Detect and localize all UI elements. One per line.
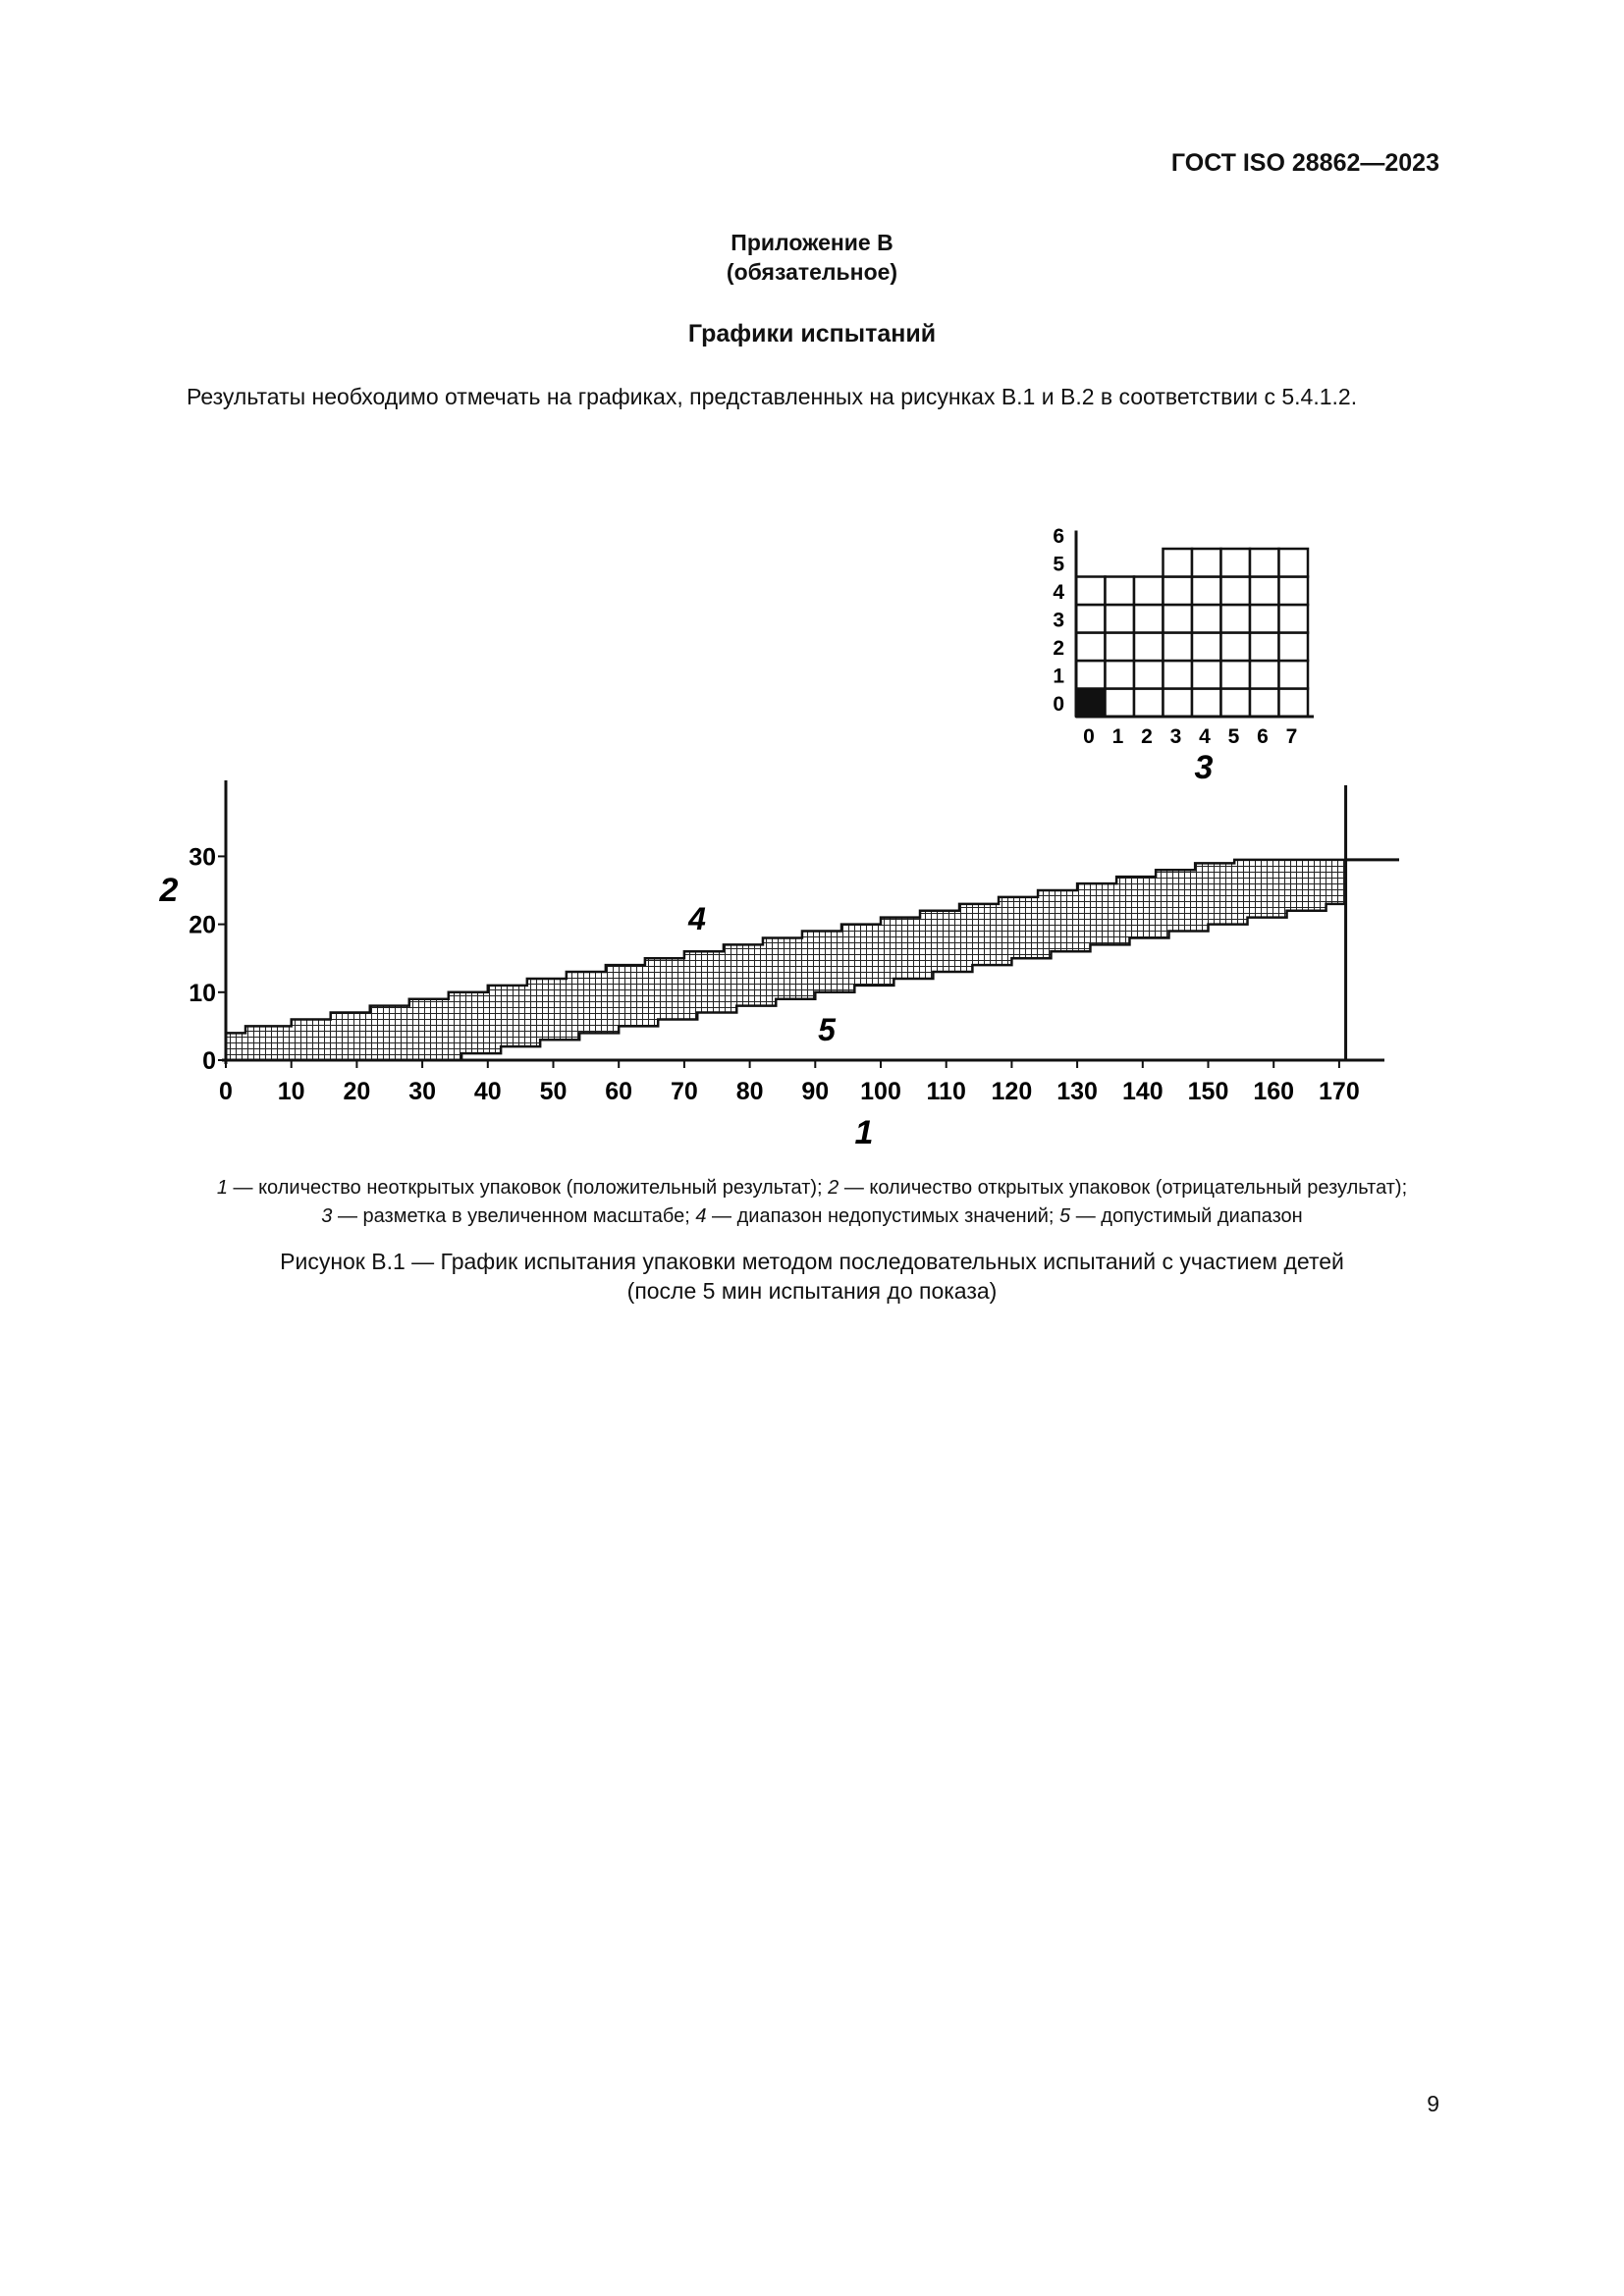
main-chart-x-ticks — [219, 1060, 1360, 1105]
grid-cell — [1279, 661, 1309, 689]
x-tick-label: 50 — [539, 1078, 568, 1105]
grid-cell — [1106, 689, 1135, 718]
x-tick-label: 20 — [343, 1078, 371, 1105]
document-header: ГОСТ ISO 28862—2023 — [1170, 149, 1439, 177]
x-tick-label: 120 — [991, 1078, 1033, 1105]
inset-y-tick-label: 4 — [1053, 581, 1064, 604]
x-tick-label: 100 — [860, 1078, 901, 1105]
grid-cell — [1250, 689, 1279, 718]
legend-num-5: 5 — [1059, 1205, 1071, 1227]
x-tick-label: 110 — [926, 1078, 966, 1105]
main-chart-y-ticks — [189, 843, 226, 1075]
inset-x-tick-label: 3 — [1169, 725, 1182, 748]
grid-cell — [1192, 577, 1221, 606]
caption-line-1: Рисунок В.1 — График испытания упаковки методом последовательных испытаний с участием детей — [280, 1249, 1344, 1274]
y-axis-callout: 2 — [159, 872, 179, 909]
legend-line-2 — [0, 1202, 1624, 1231]
inset-x-tick-label: 6 — [1257, 725, 1269, 748]
y-tick-label: 0 — [202, 1047, 216, 1075]
legend-num-4: 4 — [695, 1205, 707, 1227]
grid-cell — [1164, 689, 1193, 718]
zoom-callout: 3 — [1194, 749, 1214, 786]
grid-cell — [1221, 633, 1251, 662]
y-tick-label: 20 — [189, 911, 216, 939]
legend-text-4: — диапазон недопустимых значений; — [706, 1205, 1060, 1227]
grid-cell — [1164, 577, 1193, 606]
filled-cell — [1076, 689, 1106, 718]
grid-cell — [1106, 633, 1135, 662]
reject-region-band — [226, 860, 1346, 1060]
x-tick-label: 90 — [801, 1078, 830, 1105]
zoom-inset — [1053, 525, 1314, 786]
section-title: Графики испытаний — [687, 320, 937, 347]
grid-cell — [1279, 577, 1309, 606]
x-tick-label: 10 — [277, 1078, 305, 1105]
grid-cell — [1106, 577, 1135, 606]
x-tick-label: 70 — [670, 1078, 698, 1105]
legend-line-1 — [0, 1174, 1624, 1202]
grid-cell — [1192, 689, 1221, 718]
grid-cell — [1221, 605, 1251, 633]
inset-y-tick-label: 3 — [1053, 609, 1064, 632]
grid-cell — [1076, 661, 1106, 689]
grid-cell — [1279, 633, 1309, 662]
grid-cell — [1076, 605, 1106, 633]
y-tick-label: 10 — [189, 979, 216, 1007]
accept-region-callout: 5 — [818, 1012, 836, 1047]
grid-cell — [1134, 661, 1164, 689]
grid-cell — [1192, 633, 1221, 662]
x-tick-label: 130 — [1056, 1078, 1098, 1105]
grid-cell — [1106, 661, 1135, 689]
grid-cell — [1164, 633, 1193, 662]
x-tick-label: 60 — [605, 1078, 633, 1105]
inset-x-tick-label: 2 — [1141, 725, 1153, 748]
x-tick-label: 40 — [473, 1078, 502, 1105]
inset-x-tick-label: 7 — [1285, 725, 1298, 748]
inset-y-tick-label: 6 — [1053, 525, 1064, 548]
inset-x-tick-label: 5 — [1227, 725, 1240, 748]
grid-cell — [1164, 549, 1193, 577]
grid-cell — [1076, 577, 1106, 606]
x-tick-label: 160 — [1253, 1078, 1295, 1105]
grid-cell — [1250, 549, 1279, 577]
grid-cell — [1250, 577, 1279, 606]
grid-cell — [1164, 661, 1193, 689]
legend-num-3: 3 — [321, 1205, 333, 1227]
reject-region-callout: 4 — [688, 901, 706, 936]
inset-x-tick-label: 0 — [1083, 725, 1095, 748]
grid-cell — [1134, 633, 1164, 662]
grid-cell — [1106, 605, 1135, 633]
x-axis-callout: 1 — [854, 1114, 874, 1151]
grid-cell — [1250, 661, 1279, 689]
inset-grid — [1076, 531, 1314, 718]
x-tick-label: 30 — [408, 1078, 437, 1105]
inset-x-ticks — [1083, 725, 1297, 748]
grid-cell — [1221, 689, 1251, 718]
grid-cell — [1221, 661, 1251, 689]
grid-cell — [1164, 605, 1193, 633]
inset-y-tick-label: 1 — [1053, 665, 1064, 688]
inset-x-tick-label: 4 — [1199, 725, 1211, 748]
grid-cell — [1221, 549, 1251, 577]
x-tick-label: 150 — [1187, 1078, 1229, 1105]
grid-cell — [1279, 549, 1309, 577]
figure-caption — [0, 1247, 1624, 1306]
grid-cell — [1134, 577, 1164, 606]
legend-text-3: — разметка в увеличенном масштабе; — [332, 1205, 696, 1227]
appendix-title: Приложение В — [731, 230, 893, 255]
legend-text-1: — количество неоткрытых упаковок (положительный результат); — [227, 1177, 829, 1199]
legend-text-5: — допустимый диапазон — [1070, 1205, 1303, 1227]
inset-y-tick-label: 5 — [1053, 553, 1064, 576]
intro-paragraph: Результаты необходимо отмечать на графиках, представленных на рисунках В.1 и В.2 в соответствии с 5.4.1.2. — [187, 384, 1358, 409]
caption-line-2: (после 5 мин испытания до показа) — [626, 1278, 998, 1304]
grid-cell — [1192, 605, 1221, 633]
grid-cell — [1076, 633, 1106, 662]
x-tick-label: 140 — [1121, 1078, 1164, 1105]
grid-cell — [1279, 605, 1309, 633]
inset-x-tick-label: 1 — [1111, 725, 1124, 748]
grid-cell — [1250, 605, 1279, 633]
legend-text-2: — количество открытых упаковок (отрицательный результат); — [839, 1177, 1408, 1199]
inset-y-tick-label: 2 — [1053, 637, 1064, 660]
x-tick-label: 170 — [1319, 1078, 1360, 1105]
grid-cell — [1192, 661, 1221, 689]
figure-legend — [0, 1174, 1624, 1231]
grid-cell — [1134, 605, 1164, 633]
grid-cell — [1134, 689, 1164, 718]
inset-y-tick-label: 0 — [1053, 693, 1064, 716]
legend-num-1: 1 — [216, 1177, 228, 1199]
page-number: 9 — [1427, 2091, 1439, 2116]
main-chart — [159, 780, 1399, 1151]
x-tick-label: 0 — [219, 1078, 233, 1105]
x-tick-label: 80 — [735, 1078, 764, 1105]
y-tick-label: 30 — [189, 843, 216, 872]
inset-y-ticks — [1053, 525, 1064, 716]
appendix-status: (обязательное) — [726, 259, 898, 285]
grid-cell — [1250, 633, 1279, 662]
grid-cell — [1192, 549, 1221, 577]
grid-cell — [1221, 577, 1251, 606]
grid-cell — [1279, 689, 1309, 718]
legend-num-2: 2 — [828, 1177, 839, 1199]
